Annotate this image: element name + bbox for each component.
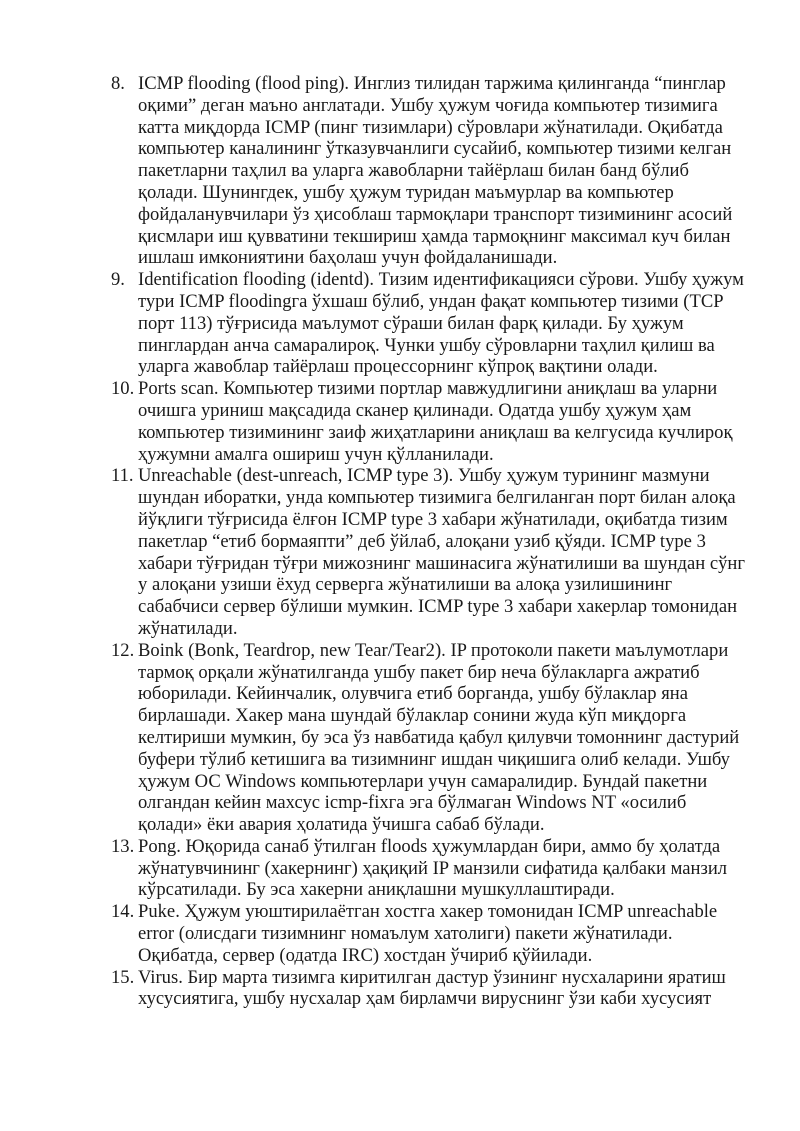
list-item-number: 13. [111, 835, 135, 857]
list-item-number: 8. [111, 73, 125, 94]
list-item-text: Puke. Ҳужум уюштирилаётган хостга хакер томонидан ICMP unreachable error (олисдаги тизимнинг номаълум хатолиги) пакети жўнатилади. Оқибатда, сервер (одатда IRC) хостдан ўчириб қўйилади. [138, 901, 718, 966]
list-item-text: Boink (Bonk, Teardrop, new Tear/Tear2). IP протоколи пакети маълумотлари тармоқ орқали жўнатилганда ушбу пакет бир неча бўлакларга ажратиб юборилади. Кейинчалик, олувчига етиб борганда, ушбу бўлаклар яна бирлашади. Хакер мана шундай бўлаклар сонини жуда кўп миқдорга келтириши мумкин, бу эса ўз навбатида қабул қилувчи томоннинг дастурий буфери тўлиб кетишига ва тизимнинг ишдан чиқишига олиб келади. Ушбу ҳужум ОС Windows компьютерлари учун самаралидир. Бундай пакетни олгандан кейин махсус icmp-fixга эга бўлмаган Windows NT «осилиб қолади» ёки авария ҳолатида ўчишга сабаб бўлади. [138, 639, 740, 836]
list-item [111, 269, 751, 378]
list-item-text: Virus. Бир марта тизимга киритилган дастур ўзининг нусхаларини яратиш хусусиятига, ушбу нусхалар ҳам бирламчи вируснинг ўзи каби хусусият [138, 966, 726, 1010]
list-item-text: Identification flooding (identd). Тизим идентификацияси сўрови. Ушбу ҳужум тури ICMP floodingга ўхшаш бўлиб, ундан фақат компьютер тизими (TCP порт 113) тўғрисида маълумот сўраши билан фарқ қилади. Бу ҳужум пинглардан анча самаралироқ. Чунки ушбу сўровларни таҳлил қилиш ва уларга жавоблар тайёрлаш процессорнинг кўпроқ вақтини олади. [138, 269, 744, 378]
list-item-number: 10. [111, 378, 135, 400]
list-item-number: 12. [111, 639, 135, 661]
list-item [111, 836, 751, 901]
list-item-number: 15. [111, 966, 135, 988]
list-item-number: 9. [111, 269, 125, 291]
list-item-text: Unreachable (dest-unreach, ICMP type 3). Ушбу ҳужум турининг мазмуни шундан иборатки, унда компьютер тизимига белгиланган порт билан алоқа йўқлиги тўғрисида ёлғон ICMP type 3 хабари жўнатилади, оқибатда тизим пакетлар “етиб бормаяпти” деб ўйлаб, алоқани узиб қўяди. ICMP type 3 хабари тўғридан тўғри мижознинг машинасига жўнатилиши ва шундан сўнг у алоқани узиши ёхуд серверга жўнатилиши ва алоқа узилишининг сабабчиси сервер бўлиши мумкин. ICMP type 3 хабари хакерлар томонидан жўнатилади. [138, 465, 745, 639]
list-item [111, 967, 751, 1011]
list-item [111, 640, 751, 836]
list-item-text: ICMP flooding (flood ping). Инглиз тилидан таржима қилинганда “пинглар оқими” деган маъно англатади. Ушбу ҳужум чоғида компьютер тизимига катта миқдорда ICMP (пинг тизимлари) сўровлари жўнатилади. Оқибатда компьютер каналининг ўтказувчанлиги сусайиб, компьютер тизими келган пакетларни таҳлил ва уларга жавобларни тайёрлаш билан банд бўлиб қолади. Шунингдек, ушбу ҳужум туридан маъмурлар ва компьютер фойдаланувчилари ўз ҳисоблаш тармоқлари транспорт тизимининг асосий қисмлари иш қувватини текшириш ҳамда тармоқнинг максимал куч билан ишлаш имкониятини баҳолаш учун фойдаланишади. [138, 73, 733, 269]
list-item-number: 11. [111, 465, 134, 487]
list-item [111, 901, 751, 966]
list-item-number: 14. [111, 901, 135, 923]
list-item [111, 465, 751, 639]
list-item-text: Pong. Юқорида санаб ўтилган floods ҳужумлардан бири, аммо бу ҳолатда жўнатувчининг (хакернинг) ҳақиқий IP манзили сифатида қалбаки манзил кўрсатилади. Бу эса хакерни аниқлашни мушкуллаштиради. [138, 835, 728, 901]
numbered-list [111, 73, 751, 1010]
list-item [111, 378, 751, 465]
list-item [111, 73, 751, 269]
list-item-text: Ports scan. Компьютер тизими портлар мавжудлигини аниқлаш ва уларни очишга уриниш мақсадида сканер қилинади. Одатда ушбу ҳужум ҳам компьютер тизимининг заиф жиҳатларини аниқлаш ва келгусида кучлироқ ҳужумни амалга ошириш учун қўлланилади. [138, 378, 733, 465]
